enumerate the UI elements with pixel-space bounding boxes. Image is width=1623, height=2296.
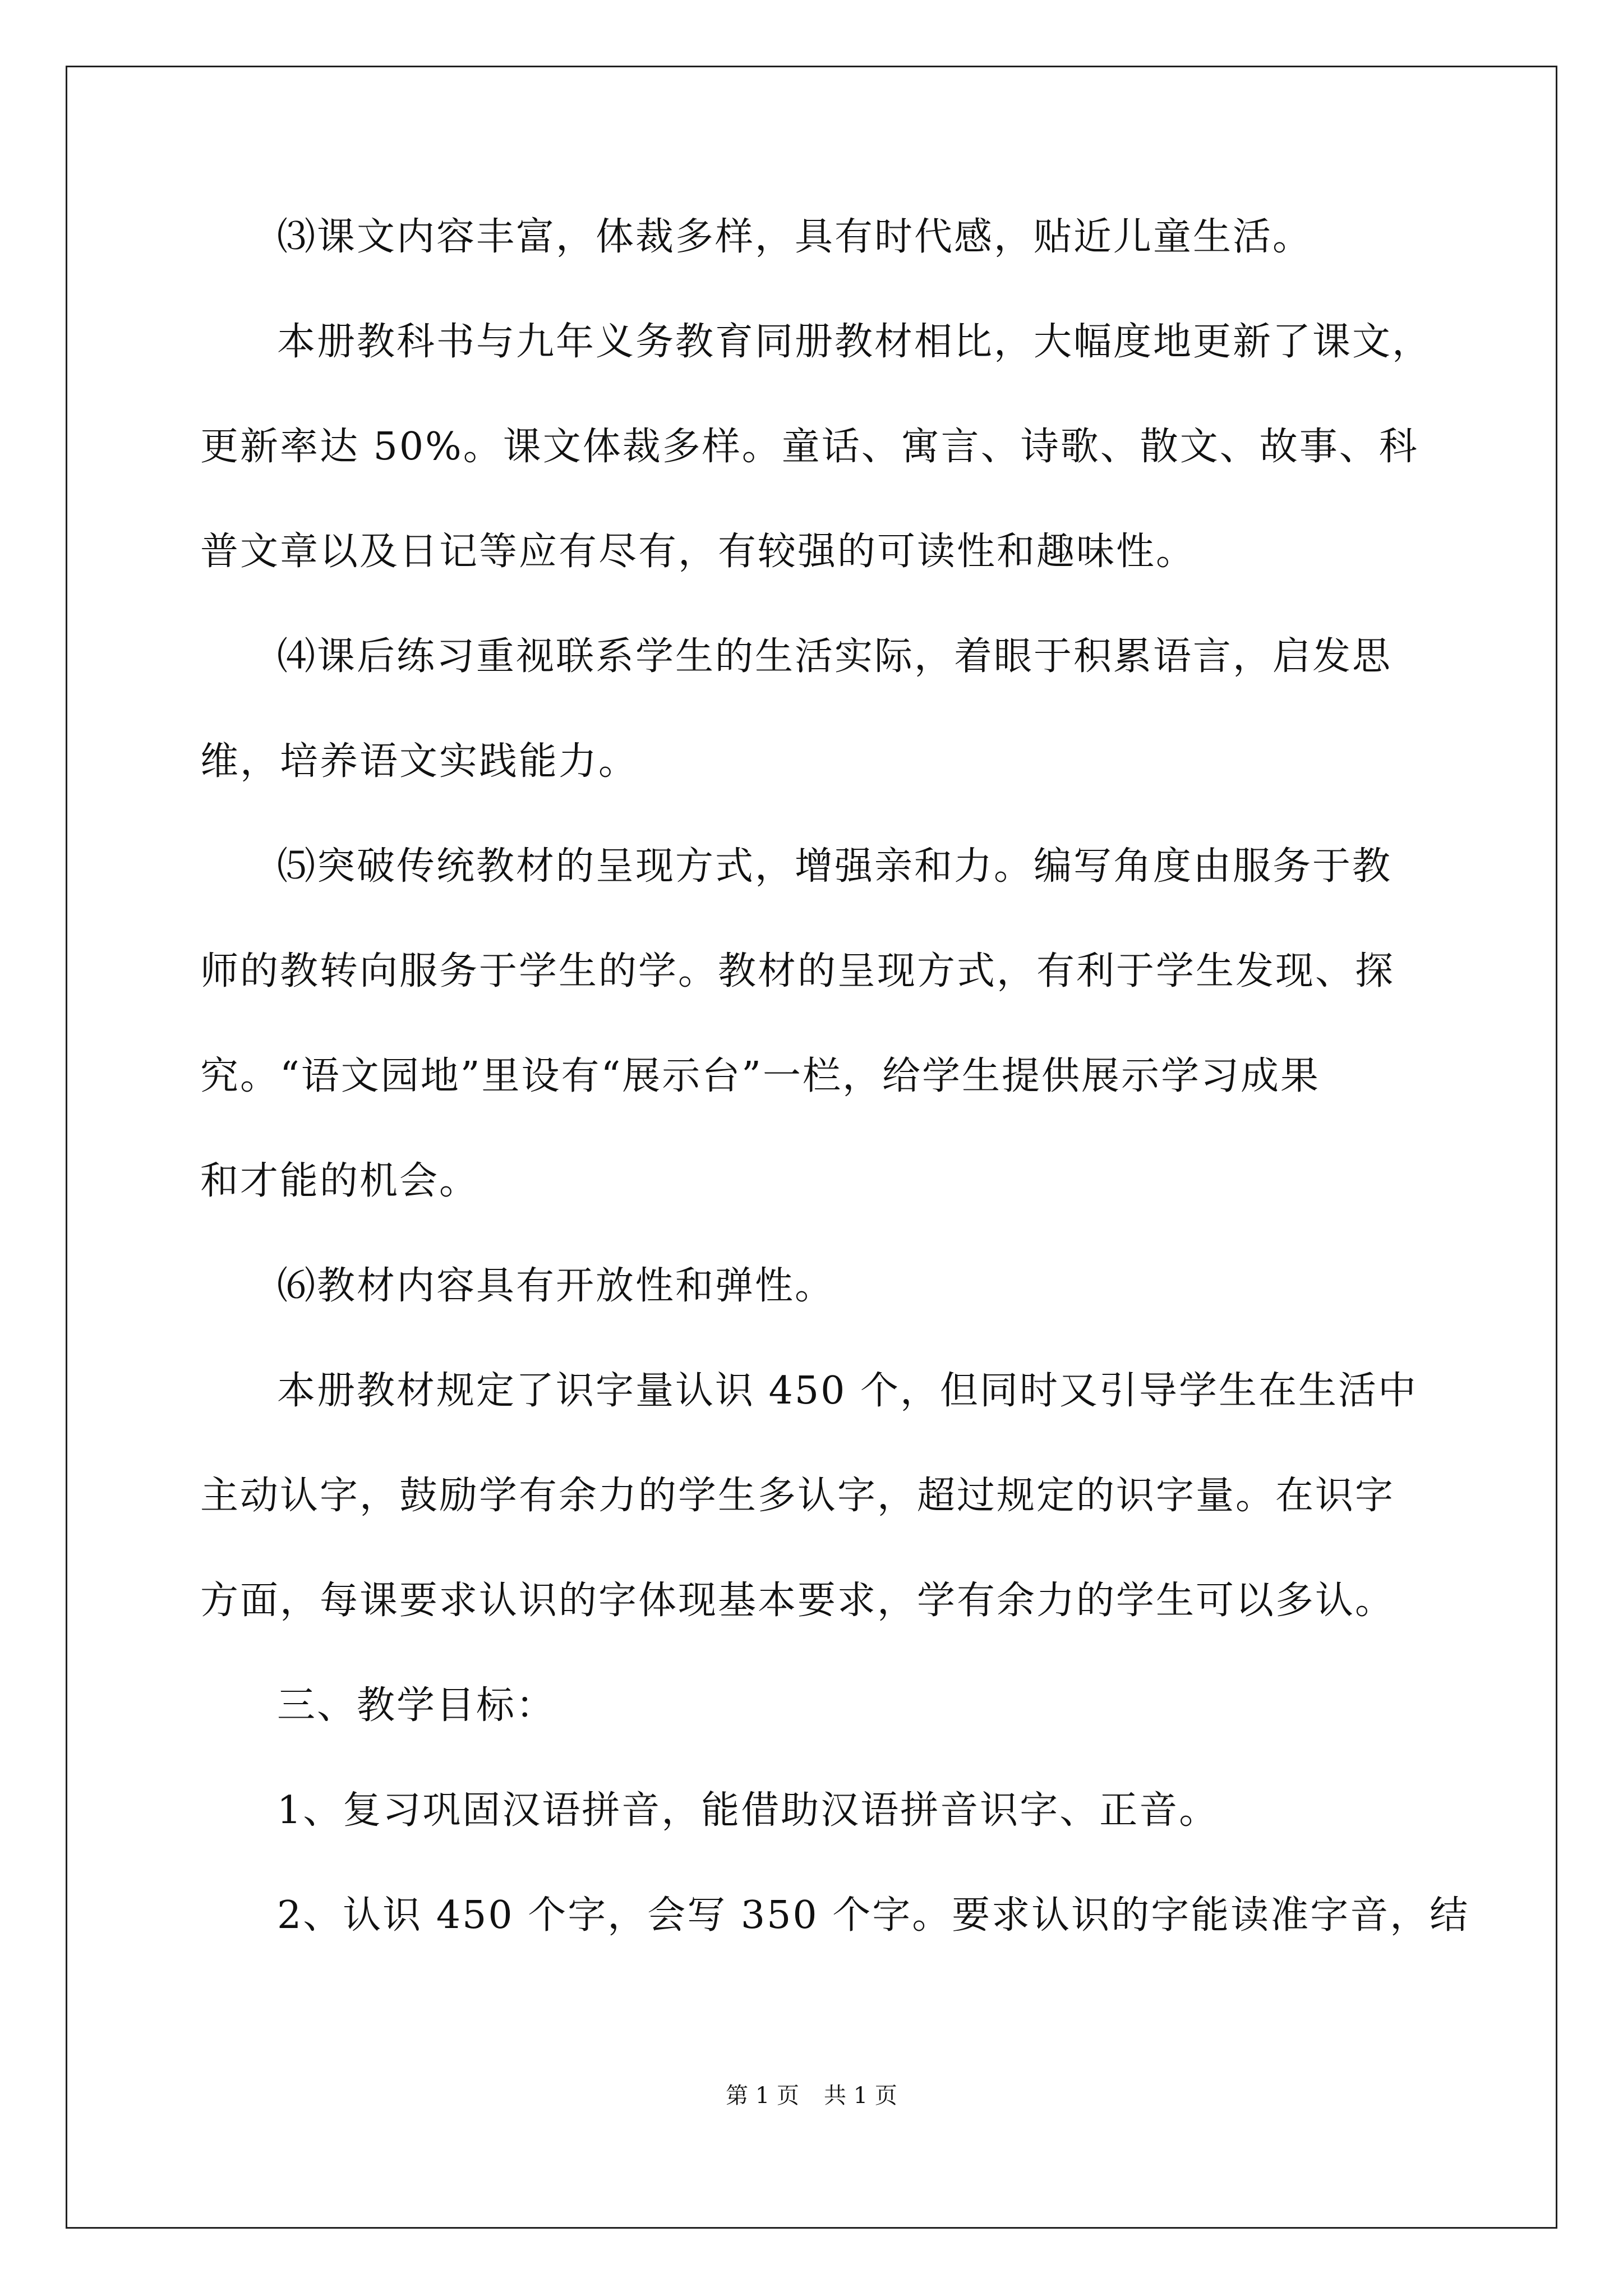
paragraph-3-line-1: ⑶课文内容丰富，体裁多样，具有时代感，贴近儿童生活。 [277,215,1313,259]
total-pages-label: 共 1 页 [824,2083,897,2109]
paragraph-5-line-1: ⑸突破传统教材的呈现方式，增强亲和力。编写角度由服务于教 [277,844,1393,889]
paragraph-5-line-3: 究。“语文园地”里设有“展示台”一栏，给学生提供展示学习成果 [200,1054,1321,1098]
page-footer [0,2082,1623,2110]
paragraph-6-line-1: ⑹教材内容具有开放性和弹性。 [277,1264,835,1308]
goal-item-2: 2、认识 450 个字，会写 350 个字。要求认识的字能读准字音，结 [277,1893,1470,1938]
paragraph-textbook-update-line-3: 普文章以及日记等应有尽有，有较强的可读性和趣味性。 [200,530,1196,574]
section-heading-teaching-goals: 三、教学目标： [277,1683,556,1728]
paragraph-textbook-update-line-1: 本册教科书与九年义务教育同册教材相比，大幅度地更新了课文， [277,320,1432,364]
paragraph-literacy-line-1: 本册教材规定了识字量认识 450 个，但同时又引导学生在生活中 [277,1369,1418,1413]
paragraph-textbook-update-line-2: 更新率达 50%。课文体裁多样。童话、寓言、诗歌、散文、故事、科 [200,425,1419,469]
paragraph-literacy-line-3: 方面，每课要求认识的字体现基本要求，学有余力的学生可以多认。 [200,1579,1395,1623]
paragraph-5-line-4: 和才能的机会。 [200,1159,479,1203]
paragraph-4-line-1: ⑷课后练习重视联系学生的生活实际，着眼于积累语言，启发思 [277,634,1393,679]
paragraph-4-line-2: 维，培养语文实践能力。 [200,739,639,784]
paragraph-5-line-2: 师的教转向服务于学生的学。教材的呈现方式，有利于学生发现、探 [200,949,1395,993]
page-number-label: 第 1 页 [726,2083,799,2109]
paragraph-literacy-line-2: 主动认字，鼓励学有余力的学生多认字，超过规定的识字量。在识字 [200,1474,1395,1518]
goal-item-1: 1、复习巩固汉语拼音，能借助汉语拼音识字、正音。 [277,1788,1219,1833]
